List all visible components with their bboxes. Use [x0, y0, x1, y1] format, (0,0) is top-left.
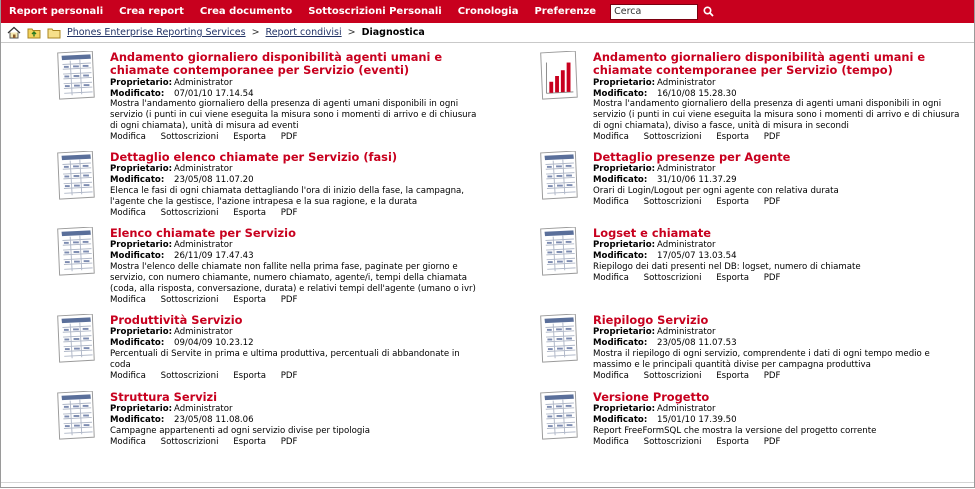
modifica-link[interactable]: Modifica	[593, 132, 629, 143]
table-report-icon[interactable]	[53, 151, 97, 201]
report-title[interactable]: Logset e chiamate	[593, 226, 712, 240]
modified-label: Modificato:	[593, 338, 648, 349]
pdf-link[interactable]: PDF	[763, 437, 781, 448]
report-title[interactable]: Dettaglio presenze per Agente	[593, 150, 791, 164]
folder-button[interactable]	[47, 26, 63, 40]
search-button[interactable]	[701, 5, 715, 19]
folder-icon	[47, 26, 62, 39]
report-description: Orari di Login/Logout per ogni agente con relativa durata	[593, 186, 839, 197]
modified-value: 23/05/08 11.08.06	[174, 415, 254, 426]
sottoscrizioni-link[interactable]: Sottoscrizioni	[160, 207, 219, 218]
table-report-icon[interactable]	[536, 314, 580, 364]
report-item	[53, 391, 483, 448]
esporta-link[interactable]: Esporta	[716, 273, 750, 284]
modified-value: 15/01/10 17.39.50	[657, 415, 737, 426]
modified-label: Modificato:	[593, 175, 648, 186]
esporta-link[interactable]: Esporta	[716, 437, 750, 448]
table-report-icon[interactable]	[53, 391, 97, 441]
esporta-link[interactable]: Esporta	[233, 207, 267, 218]
modified-value: 23/05/08 11.07.53	[657, 338, 737, 349]
table-report-icon[interactable]	[53, 314, 97, 364]
modified-value: 26/11/09 17.47.43	[174, 251, 254, 262]
owner-label: Proprietario:	[110, 327, 173, 338]
modified-label: Modificato:	[110, 88, 165, 99]
sottoscrizioni-link[interactable]: Sottoscrizioni	[160, 132, 219, 143]
report-description: Mostra l'andamento giornaliero della presenza di agenti umani disponibili in ogni servizio (i punti in cui viene eseguita la misura sono i momenti di arrivo e di chiusura di ogni chiamata), diviso a fasce, unità di misura in secondi	[593, 99, 960, 132]
report-item	[536, 227, 966, 284]
report-title[interactable]: Elenco chiamate per Servizio	[110, 226, 296, 240]
owner-value: Administrator	[174, 240, 233, 251]
report-description: Mostra l'elenco delle chiamate non fallite nella prima fase, paginate per giorno e servizio, con numero chiamante, numero chiamato, agente/i, tempi della chiamata (coda, alla risposta, conversazione, durata) e relativi tempi dell'agente (umano o ivr)	[110, 262, 476, 294]
report-list	[1, 43, 974, 463]
report-title[interactable]: Dettaglio elenco chiamate per Servizio (fasi)	[110, 150, 398, 164]
owner-label: Proprietario:	[593, 404, 656, 415]
pdf-link[interactable]: PDF	[763, 273, 781, 284]
modified-label: Modificato:	[110, 175, 165, 186]
pdf-link[interactable]: PDF	[763, 370, 781, 381]
esporta-link[interactable]: Esporta	[716, 370, 750, 381]
owner-value: Administrator	[657, 77, 716, 88]
modified-value: 09/04/09 10.23.12	[174, 338, 254, 349]
up-folder-button[interactable]	[27, 26, 43, 40]
esporta-link[interactable]: Esporta	[233, 294, 267, 305]
table-report-icon[interactable]	[536, 151, 580, 201]
modifica-link[interactable]: Modifica	[593, 273, 629, 284]
modifica-link[interactable]: Modifica	[593, 370, 629, 381]
modifica-link[interactable]: Modifica	[110, 370, 146, 381]
report-actions	[593, 273, 966, 284]
sottoscrizioni-link[interactable]: Sottoscrizioni	[643, 273, 702, 284]
modified-label: Modificato:	[593, 415, 648, 426]
modifica-link[interactable]: Modifica	[110, 207, 146, 218]
pdf-link[interactable]: PDF	[763, 132, 781, 143]
modified-label: Modificato:	[110, 251, 165, 262]
report-title[interactable]: Andamento giornaliero disponibilità agenti umani e chiamate contemporanee per Servizio (eventi)	[110, 50, 443, 78]
sottoscrizioni-link[interactable]: Sottoscrizioni	[643, 132, 702, 143]
modified-label: Modificato:	[593, 88, 648, 99]
owner-value: Administrator	[174, 77, 233, 88]
pdf-link[interactable]: PDF	[280, 132, 298, 143]
modified-value: 17/05/07 13.03.54	[657, 251, 737, 262]
owner-label: Proprietario:	[110, 164, 173, 175]
table-report-icon[interactable]	[53, 227, 97, 277]
pdf-link[interactable]: PDF	[280, 207, 298, 218]
pdf-link[interactable]: PDF	[280, 294, 298, 305]
nav-preferenze[interactable]: Preferenze	[534, 6, 597, 17]
report-item	[53, 227, 483, 306]
report-actions	[593, 132, 966, 143]
report-description: Report FreeFormSQL che mostra la versione del progetto corrente	[593, 426, 877, 437]
report-description: Mostra l'andamento giornaliero della presenza di agenti umani disponibili in ogni servizio (i punti in cui viene eseguita la misura sono i momenti di arrivo e di chiusura di ogni chiamata), unità di misura ad eventi	[110, 99, 477, 132]
report-description: Elenca le fasi di ogni chiamata dettagliando l'ora di inizio della fase, la campagna, l'agente che la gestisce, l'azione intrapesa e la sua ragione, e la durata	[110, 186, 465, 208]
report-description: Riepilogo dei dati presenti nel DB: logset, numero di chiamate	[593, 262, 861, 273]
sottoscrizioni-link[interactable]: Sottoscrizioni	[160, 294, 219, 305]
nav-crea-report[interactable]: Crea report	[119, 6, 184, 17]
breadcrumb-link-phones-enterprise[interactable]: Phones Enterprise Reporting Services	[67, 27, 246, 38]
owner-label: Proprietario:	[110, 404, 173, 415]
owner-value: Administrator	[174, 404, 233, 415]
top-navigation-bar	[1, 0, 974, 23]
report-description: Mostra il riepilogo di ogni servizio, comprendente i dati di ogni tempo medio e massimo e le principali quantità divise per campagna produttiva	[593, 349, 930, 371]
owner-value: Administrator	[174, 327, 233, 338]
modified-label: Modificato:	[593, 251, 648, 262]
sottoscrizioni-link[interactable]: Sottoscrizioni	[643, 437, 702, 448]
esporta-link[interactable]: Esporta	[716, 132, 750, 143]
pdf-link[interactable]: PDF	[280, 370, 298, 381]
report-title[interactable]: Struttura Servizi	[110, 390, 218, 404]
report-item	[53, 314, 483, 382]
magnifier-icon	[703, 6, 714, 17]
modified-value: 07/01/10 17.14.54	[174, 88, 254, 99]
owner-value: Administrator	[657, 240, 716, 251]
modified-value: 16/10/08 15.28.30	[657, 88, 737, 99]
breadcrumb-current: Diagnostica	[361, 27, 425, 38]
nav-cronologia[interactable]: Cronologia	[457, 6, 519, 17]
report-actions	[593, 371, 966, 382]
table-report-icon[interactable]	[53, 51, 97, 101]
modified-label: Modificato:	[110, 415, 165, 426]
modifica-link[interactable]: Modifica	[593, 437, 629, 448]
nav-crea-documento[interactable]: Crea documento	[199, 6, 293, 17]
owner-value: Administrator	[657, 327, 716, 338]
owner-value: Administrator	[657, 404, 716, 415]
chart-report-icon[interactable]	[536, 51, 580, 101]
esporta-link[interactable]: Esporta	[233, 437, 267, 448]
report-actions	[110, 371, 483, 382]
folder-up-icon	[27, 26, 42, 39]
report-item	[53, 151, 483, 219]
report-title[interactable]: Produttività Servizio	[110, 313, 243, 327]
modified-label: Modificato:	[110, 338, 165, 349]
pdf-link[interactable]: PDF	[763, 197, 781, 208]
report-item	[536, 151, 966, 208]
report-item	[536, 51, 966, 143]
modifica-link[interactable]: Modifica	[110, 437, 146, 448]
report-actions	[110, 295, 483, 306]
modifica-link[interactable]: Modifica	[110, 294, 146, 305]
report-item	[536, 391, 966, 448]
esporta-link[interactable]: Esporta	[233, 132, 267, 143]
owner-label: Proprietario:	[593, 77, 656, 88]
breadcrumb-link-report-condivisi[interactable]: Report condivisi	[265, 27, 342, 38]
report-actions	[110, 132, 483, 143]
home-icon	[7, 26, 21, 39]
modifica-link[interactable]: Modifica	[593, 197, 629, 208]
sottoscrizioni-link[interactable]: Sottoscrizioni	[160, 437, 219, 448]
sottoscrizioni-link[interactable]: Sottoscrizioni	[160, 370, 219, 381]
footer-divider	[1, 482, 974, 483]
modified-value: 23/05/08 11.07.20	[174, 175, 254, 186]
nav-sottoscrizioni-personali[interactable]: Sottoscrizioni Personali	[308, 6, 442, 17]
pdf-link[interactable]: PDF	[280, 437, 298, 448]
report-item	[536, 314, 966, 382]
owner-label: Proprietario:	[110, 77, 173, 88]
esporta-link[interactable]: Esporta	[716, 197, 750, 208]
sottoscrizioni-link[interactable]: Sottoscrizioni	[643, 197, 702, 208]
owner-label: Proprietario:	[593, 327, 656, 338]
report-title[interactable]: Versione Progetto	[593, 390, 710, 404]
owner-label: Proprietario:	[593, 164, 656, 175]
report-actions	[593, 197, 966, 208]
breadcrumb-separator: >	[347, 27, 356, 38]
modified-value: 31/10/06 11.37.29	[657, 175, 737, 186]
owner-label: Proprietario:	[593, 240, 656, 251]
report-description: Percentuali di Servite in prima e ultima produttiva, percentuali di abbandonate in coda	[110, 349, 460, 371]
report-item	[53, 51, 483, 143]
report-actions	[593, 437, 966, 448]
owner-value: Administrator	[174, 164, 233, 175]
report-actions	[110, 208, 483, 219]
esporta-link[interactable]: Esporta	[233, 370, 267, 381]
sottoscrizioni-link[interactable]: Sottoscrizioni	[643, 370, 702, 381]
modifica-link[interactable]: Modifica	[110, 132, 146, 143]
search-input[interactable]	[610, 4, 698, 20]
owner-value: Administrator	[657, 164, 716, 175]
report-title[interactable]: Riepilogo Servizio	[593, 313, 709, 327]
report-actions	[110, 437, 483, 448]
owner-label: Proprietario:	[110, 240, 173, 251]
table-report-icon[interactable]	[536, 391, 580, 441]
breadcrumb	[1, 23, 974, 43]
report-title[interactable]: Andamento giornaliero disponibilità agenti umani e chiamate contemporanee per Servizio (tempo)	[593, 50, 926, 78]
breadcrumb-separator: >	[251, 27, 260, 38]
table-report-icon[interactable]	[536, 227, 580, 277]
nav-report-personali[interactable]: Report personali	[9, 6, 104, 17]
home-button[interactable]	[7, 26, 23, 40]
report-description: Campagne appartenenti ad ogni servizio divise per tipologia	[110, 426, 371, 437]
